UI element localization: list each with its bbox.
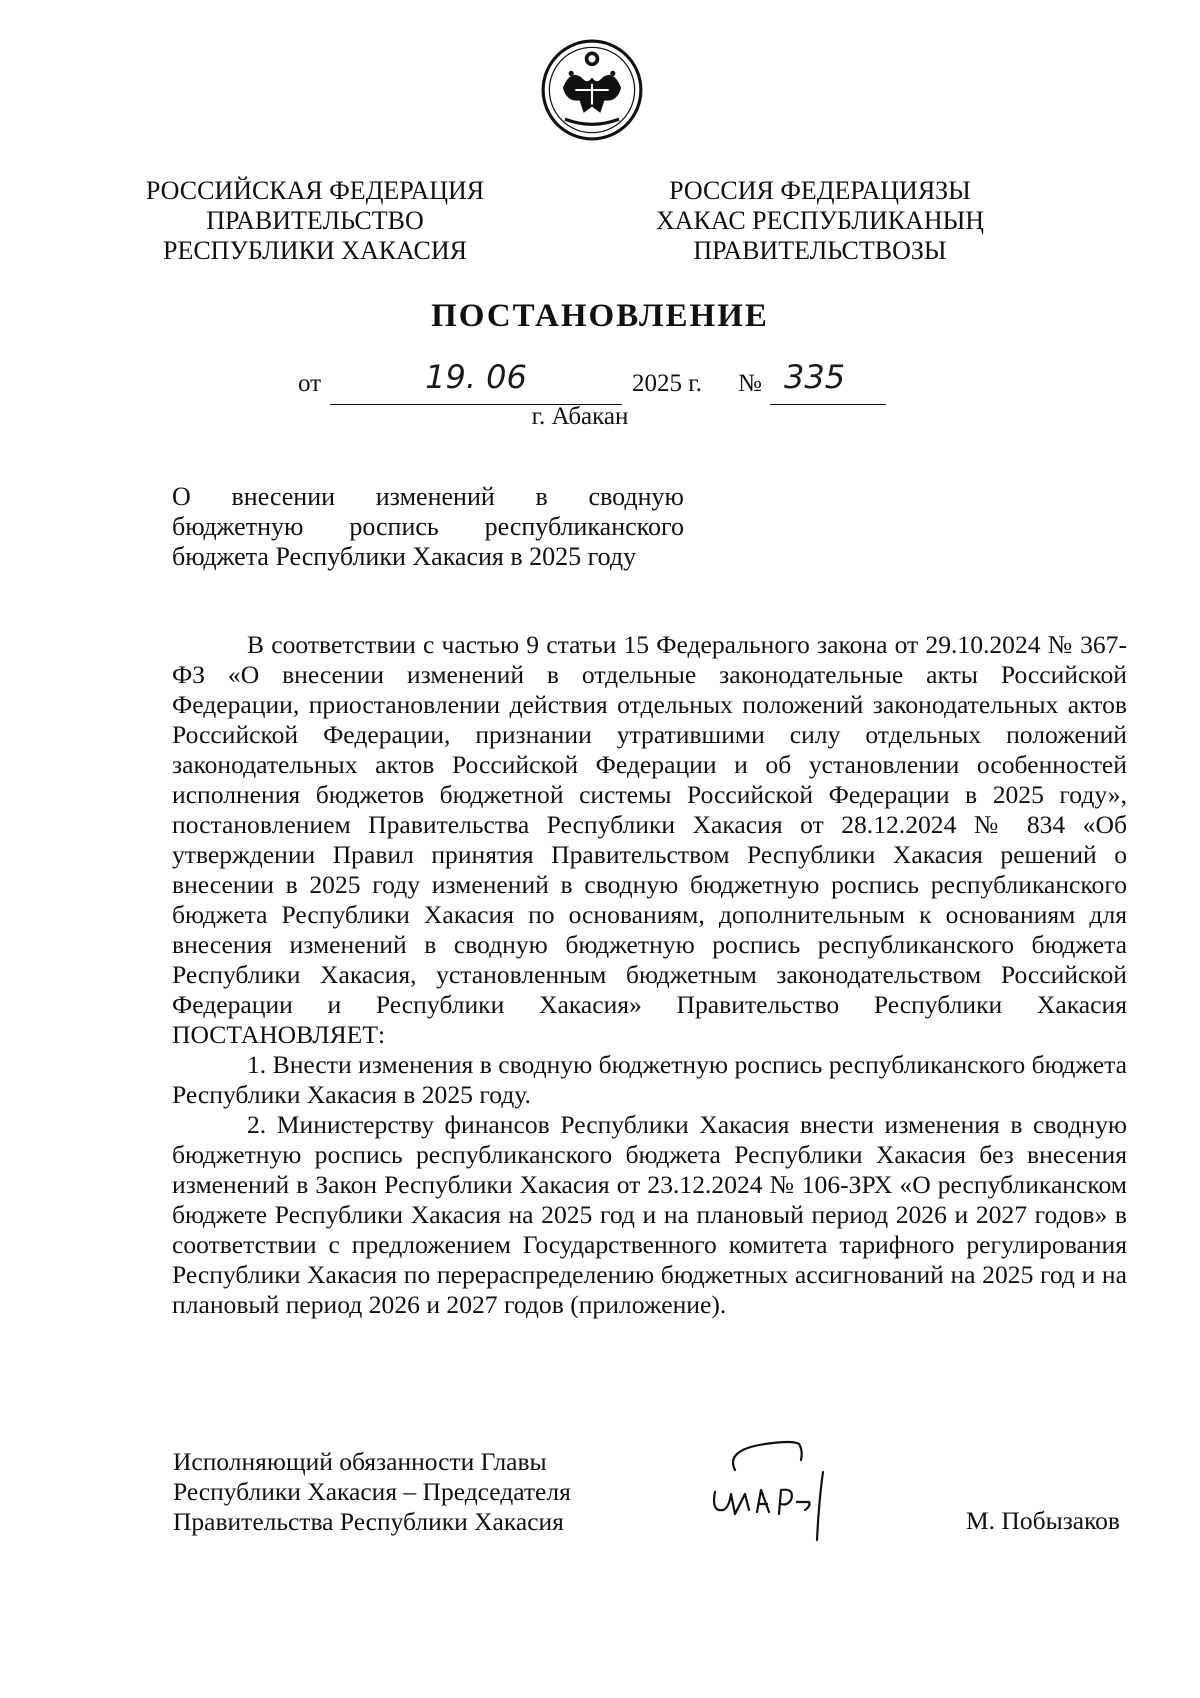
number-prefix: № <box>738 370 762 397</box>
header-left-line-2: ПРАВИТЕЛЬСТВО <box>206 206 424 235</box>
body-paragraph-item-1: 1. Внести изменения в сводную бюджетную роспись республиканского бюджета Республики Хакасия в 2025 году. <box>172 1050 1127 1109</box>
handwritten-number: 335 <box>784 358 846 396</box>
body-paragraph-item-2: 2. Министерству финансов Республики Хакасия внести изменения в сводную бюджетную роспись республиканского бюджета Республики Хакасия без внесения изменений в Закон Республики Хакасия от 23.12.2024 № 106-ЗРХ «О республиканском бюджете Республики Хакасия на 2025 год и на плановый период 2026 и 2027 годов» в соответствии с предложением Государственного комитета тарифного регулирования Республики Хакасия по перераспределению бюджетных ассигнований на 2025 год и на плановый период 2026 и 2027 годов (приложение). <box>172 1110 1127 1319</box>
header-right-line-1: РОССИЯ ФЕДЕРАЦИЯЗЫ <box>669 176 971 205</box>
document-title: ПОСТАНОВЛЕНИЕ <box>431 298 769 334</box>
handwritten-signature <box>705 1430 835 1550</box>
signer-position-line-1: Исполняющий обязанности Главы <box>173 1447 547 1476</box>
date-prefix: от <box>298 370 322 397</box>
header-left-line-1: РОССИЙСКАЯ ФЕДЕРАЦИЯ <box>145 176 485 205</box>
document-subject: О внесении изменений в сводную бюджетную роспись республиканского бюджета Республики Хакасия в 2025 году <box>172 482 684 571</box>
signer-position-line-2: Республики Хакасия – Председателя <box>173 1477 571 1506</box>
handwritten-date: 19. 06 <box>425 358 527 396</box>
coat-of-arms-emblem <box>540 38 644 142</box>
city-line: г. Абакан <box>531 403 629 430</box>
signer-name: М. Побызаков <box>966 1506 1120 1535</box>
header-left-block <box>140 176 490 266</box>
signer-position-line-3: Правительства Республики Хакасия <box>173 1507 564 1536</box>
header-right-line-3: ПРАВИТЕЛЬСТВОЗЫ <box>693 236 947 265</box>
year-text: 2025 г. <box>632 370 702 397</box>
signer-position <box>173 1447 571 1537</box>
header-right-block <box>655 176 985 266</box>
header-left-line-3: РЕСПУБЛИКИ ХАКАСИЯ <box>162 236 467 265</box>
date-field <box>330 358 622 405</box>
body-paragraph-preamble: В соответствии с частью 9 статьи 15 Федерального закона от 29.10.2024 № 367-ФЗ «О внесении изменений в отдельные законодательные акты Российской Федерации, приостановлении действия отдельных положений законодательных актов Российской Федерации, признании утратившими силу отдельных положений законодательных актов Российской Федерации и об установлении особенностей исполнения бюджетов бюджетной системы Российской Федерации в 2025 году», постановлением Правительства Республики Хакасия от 28.12.2024 № 834 «Об утверждении Правил принятия Правительством Республики Хакасия решений о внесении в 2025 году изменений в сводную бюджетную роспись республиканского бюджета Республики Хакасия по основаниям, дополнительным к основаниям для внесения изменений в сводную бюджетную роспись республиканского бюджета Республики Хакасия, установленным бюджетным законодательством Российской Федерации и Республики Хакасия» Правительство Республики Хакасия ПОСТАНОВЛЯЕТ: <box>172 630 1127 1049</box>
number-field <box>770 358 886 405</box>
document-body <box>172 630 1127 1320</box>
header-right-line-2: ХАКАС РЕСПУБЛИКАНЫҢ <box>655 206 985 235</box>
